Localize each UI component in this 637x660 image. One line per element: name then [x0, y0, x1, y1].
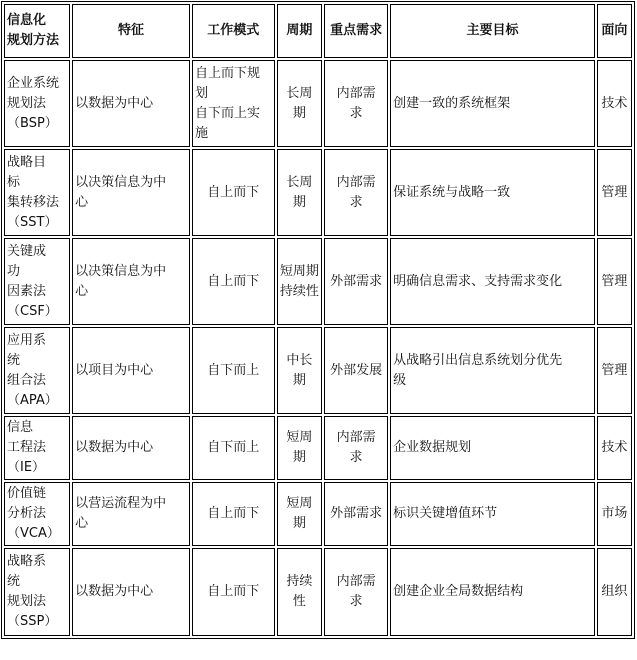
cell-key-need: 外部需求	[324, 238, 388, 325]
cell-feature: 以决策信息为中 心	[72, 149, 190, 236]
cell-work-mode: 自上而下	[192, 238, 275, 325]
table-row	[4, 149, 632, 236]
cell-cycle: 短周期 持续性	[277, 238, 322, 325]
cell-key-need: 内部需 求	[324, 416, 388, 480]
header-main-goal: 主要目标	[390, 4, 595, 58]
cell-work-mode: 自上而下规 划 自下而上实 施	[192, 60, 275, 147]
planning-methods-table-wrapper	[1, 1, 635, 639]
cell-orientation: 技术	[597, 416, 632, 480]
cell-feature: 以数据为中心	[72, 416, 190, 480]
cell-cycle: 短周 期	[277, 416, 322, 480]
cell-key-need: 外部发展	[324, 327, 388, 414]
cell-method: 关键成 功 因素法 （CSF）	[4, 238, 70, 325]
cell-orientation: 市场	[597, 482, 632, 546]
cell-cycle: 持续 性	[277, 548, 322, 636]
cell-cycle: 中长 期	[277, 327, 322, 414]
table-row	[4, 60, 632, 147]
header-orientation: 面向	[597, 4, 632, 58]
cell-feature: 以营运流程为中 心	[72, 482, 190, 546]
cell-key-need: 内部需 求	[324, 149, 388, 236]
cell-orientation: 技术	[597, 60, 632, 147]
table-row	[4, 238, 632, 325]
cell-orientation: 管理	[597, 238, 632, 325]
cell-cycle: 长周 期	[277, 60, 322, 147]
cell-method: 企业系统 规划法 （BSP）	[4, 60, 70, 147]
cell-work-mode: 自下而上	[192, 416, 275, 480]
cell-orientation: 组织	[597, 548, 632, 636]
cell-main-goal: 企业数据规划	[390, 416, 595, 480]
table-row	[4, 548, 632, 636]
cell-method: 价值链 分析法 （VCA）	[4, 482, 70, 546]
cell-work-mode: 自上而下	[192, 149, 275, 236]
cell-main-goal: 从战略引出信息系统划分优先 级	[390, 327, 595, 414]
table-row	[4, 327, 632, 414]
cell-key-need: 内部需 求	[324, 60, 388, 147]
cell-key-need: 外部需求	[324, 482, 388, 546]
planning-methods-table	[1, 1, 635, 639]
cell-orientation: 管理	[597, 149, 632, 236]
header-method: 信息化 规划方法	[4, 4, 70, 58]
cell-method: 应用系 统 组合法 （APA）	[4, 327, 70, 414]
cell-main-goal: 创建一致的系统框架	[390, 60, 595, 147]
cell-main-goal: 明确信息需求、支持需求变化	[390, 238, 595, 325]
cell-method: 信息 工程法 （IE）	[4, 416, 70, 480]
cell-work-mode: 自上而下	[192, 482, 275, 546]
cell-main-goal: 标识关键增值环节	[390, 482, 595, 546]
cell-cycle: 长周 期	[277, 149, 322, 236]
table-row	[4, 416, 632, 480]
cell-feature: 以项目为中心	[72, 327, 190, 414]
cell-feature: 以数据为中心	[72, 60, 190, 147]
cell-work-mode: 自下而上	[192, 327, 275, 414]
header-row	[4, 4, 632, 58]
header-cycle: 周期	[277, 4, 322, 58]
cell-main-goal: 创建企业全局数据结构	[390, 548, 595, 636]
table-row	[4, 482, 632, 546]
cell-work-mode: 自上而下	[192, 548, 275, 636]
cell-feature: 以数据为中心	[72, 548, 190, 636]
cell-main-goal: 保证系统与战略一致	[390, 149, 595, 236]
header-work-mode: 工作模式	[192, 4, 275, 58]
cell-orientation: 管理	[597, 327, 632, 414]
cell-cycle: 短周 期	[277, 482, 322, 546]
cell-feature: 以决策信息为中 心	[72, 238, 190, 325]
header-key-need: 重点需求	[324, 4, 388, 58]
cell-method: 战略系 统 规划法 （SSP）	[4, 548, 70, 636]
cell-key-need: 内部需 求	[324, 548, 388, 636]
cell-method: 战略目 标 集转移法 （SST）	[4, 149, 70, 236]
header-feature: 特征	[72, 4, 190, 58]
